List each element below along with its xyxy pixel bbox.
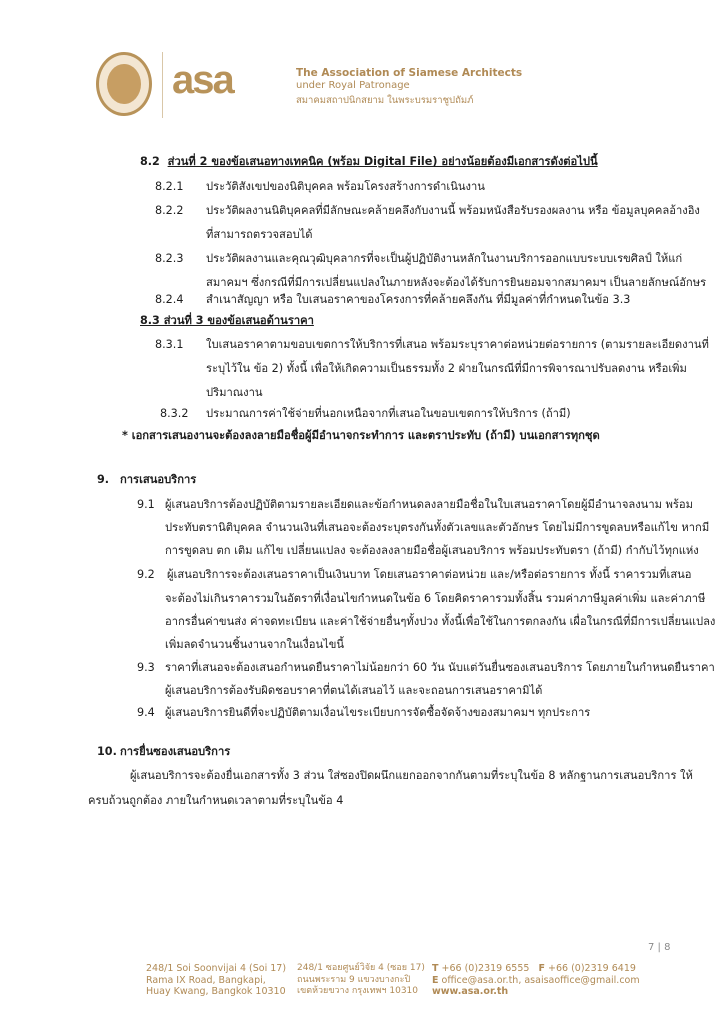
item-text: ผู้เสนอบริการต้องปฏิบัติตามรายละเอียดและข้อกำหนดลงลายมือชื่อในใบเสนอราคาโดยผู้มีอำนาจลงนาม พร้อม [165,498,694,511]
address-line: Huay Kwang, Bangkok 10310 [146,986,286,997]
item-number: 9.1 [137,498,155,511]
item-text: ประทับตรานิติบุคคล จำนวนเงินที่เสนอจะต้องระบุตรงกันทั้งตัวเลขและตัวอักษร โดยไม่มีการขูดลบหรือแก้ไข หากมี [165,521,710,534]
item-text: ประวัติผลงานนิติบุคคลที่มีลักษณะคล้ายคลึงกับงานนี้ พร้อมหนังสือรับรองผลงาน หรือ ข้อมูลบุคคลอ้างอิง [206,204,700,217]
item-number: 9.2 [137,568,155,581]
item-text: การขูดลบ ตก เติม แก้ไข เปลี่ยนแปลง จะต้องลงลายมือชื่อผู้เสนอบริการ พร้อมประทับตรา (ถ้ามี) กำกับไว้ทุกแห่ง [165,544,699,557]
item-number: 8.2.1 [155,180,184,193]
org-name-th: สมาคมสถาปนิกสยาม ในพระบรมราชูปถัมภ์ [296,95,474,106]
item-text: ระบุไว้ใน ข้อ 2) ทั้งนี้ เพื่อให้เกิดความเป็นธรรมทั้ง 2 ฝ่ายในกรณีที่มีการพิจารณาปรับลดงาน หรือเพิ่ม [206,362,687,375]
fax-label: F [538,963,545,974]
asa-seal-logo [96,52,152,116]
item-text: สำเนาสัญญา หรือ ใบเสนอราคาของโครงการที่คล้ายคลึงกัน ที่มีมูลค่าที่กำหนดในข้อ 3.3 [206,293,631,306]
section-9-title: การเสนอบริการ [120,473,197,486]
address-line: 248/1 Soi Soonvijai 4 (Soi 17) [146,963,287,974]
section-number: 8.2 [140,155,160,168]
header-divider [162,52,163,118]
item-text: ประมาณการค่าใช้จ่ายที่นอกเหนือจากที่เสนอในขอบเขตการให้บริการ (ถ้ามี) [206,407,571,420]
item-number: 8.2.4 [155,293,184,306]
footer-contact [432,963,640,998]
tel-value: +66 (0)2319 6555 [441,963,530,974]
item-text: อากรอื่นค่าขนส่ง ค่าจดทะเบียน และค่าใช้จ่ายอื่นๆทั้งปวง ทั้งนี้เพื่อใช้ในการตกลงกัน เผื่อในกรณีที่มีการเปลี่ยนแปลง [165,615,716,628]
item-text: ที่สามารถตรวจสอบได้ [206,228,313,241]
item-text: ใบเสนอราคาตามขอบเขตการให้บริการที่เสนอ พร้อมระบุราคาต่อหน่วยต่อรายการ (ตามรายละเอียดงานที่ [206,338,709,351]
org-name-en: The Association of Siamese Architects [296,67,523,79]
item-number: 8.3.2 [160,407,189,420]
item-text: ประวัติผลงานและคุณวุฒิบุคลากรที่จะเป็นผู้ปฏิบัติงานหลักในงานบริการออกแบบระบบเรขศิลป์ ให้แก่ [206,252,683,265]
item-text: ผู้เสนอบริการจะต้องเสนอราคาเป็นเงินบาท โดยเสนอราคาต่อหน่วย และ/หรือต่อรายการ ทั้งนี้ ราคารวมที่เสนอ [167,568,692,581]
item-text: จะต้องไม่เกินราคารวมในอัตราที่เงื่อนไขกำหนดในข้อ 6 โดยคิดราคารวมทั้งสิ้น รวมค่าภาษีมูลค่าเพิ่ม และค่าภาษี [165,592,706,605]
item-text: ประวัติสังเขปของนิติบุคคล พร้อมโครงสร้างการดำเนินงาน [206,180,485,193]
tel-label: T [432,963,439,974]
item-text: ผู้เสนอบริการต้องรับผิดชอบราคาที่ตนได้เสนอไว้ และจะถอนการเสนอราคามิได้ [165,684,543,697]
website-link[interactable]: www.asa.or.th [432,986,509,997]
item-text: สมาคมฯ ซึ่งกรณีที่มีการเปลี่ยนแปลงในภายหลังจะต้องได้รับการยินยอมจากสมาคมฯ เป็นลายลักษณ์อักษร [206,276,707,289]
item-number: 8.2.3 [155,252,184,265]
asa-logo: asa [172,58,233,102]
signature-note: * เอกสารเสนองานจะต้องลงลายมือชื่อผู้มีอำนาจกระทำการ และตราประทับ (ถ้ามี) บนเอกสารทุกชุด [122,429,600,442]
section-9-number: 9. [97,473,110,486]
email-value: office@asa.or.th, asaisaoffice@gmail.com [441,974,640,986]
item-text: ผู้เสนอบริการยินดีที่จะปฏิบัติตามเงื่อนไขระเบียบการจัดซื้อจัดจ้างของสมาคมฯ ทุกประการ [165,706,591,719]
paragraph-text: ผู้เสนอบริการจะต้องยื่นเอกสารทั้ง 3 ส่วน ใส่ซองปิดผนึกแยกออกจากกันตามที่ระบุในข้อ 8 หลักฐานการเสนอบริการ ให้ [130,769,693,782]
item-number: 8.3.1 [155,338,184,351]
address-line: ถนนพระราม 9 แขวงบางกะปิ [297,974,411,985]
footer-address-en [146,963,286,998]
item-text: เพิ่มลดจำนวนชิ้นงานจากในเงื่อนไขนี้ [165,638,345,651]
item-number: 8.2.2 [155,204,184,217]
section-8-3-heading: 8.3 ส่วนที่ 3 ของข้อเสนอด้านราคา [140,314,314,327]
section-10-title: การยื่นซองเสนอบริการ [120,745,231,758]
item-number: 9.3 [137,661,155,674]
footer-address-th [297,963,425,998]
page-number: 7 | 8 [648,942,671,953]
fax-value: +66 (0)2319 6419 [548,963,636,974]
org-patronage-en: under Royal Patronage [296,80,410,91]
address-line: Rama IX Road, Bangkapi, [146,974,266,986]
item-text: ราคาที่เสนอจะต้องเสนอกำหนดยืนราคาไม่น้อยกว่า 60 วัน นับแต่วันยื่นซองเสนอบริการ โดยภายในกำหนดยืนราคา [165,661,715,674]
paragraph-text: ครบถ้วนถูกต้อง ภายในกำหนดเวลาตามที่ระบุในข้อ 4 [88,794,344,807]
item-number: 9.4 [137,706,155,719]
section-8-2-heading [140,154,598,170]
address-line: 248/1 ซอยศูนย์วิจัย 4 (ซอย 17) [297,963,425,973]
item-text: ปริมาณงาน [206,386,263,399]
section-title: ส่วนที่ 2 ของข้อเสนอทางเทคนิค (พร้อม Digital File) อย่างน้อยต้องมีเอกสารดังต่อไปนี้ [167,155,598,168]
email-label: E [432,974,439,986]
address-line: เขตห้วยขวาง กรุงเทพฯ 10310 [297,986,419,996]
section-10-number: 10. [97,745,117,758]
